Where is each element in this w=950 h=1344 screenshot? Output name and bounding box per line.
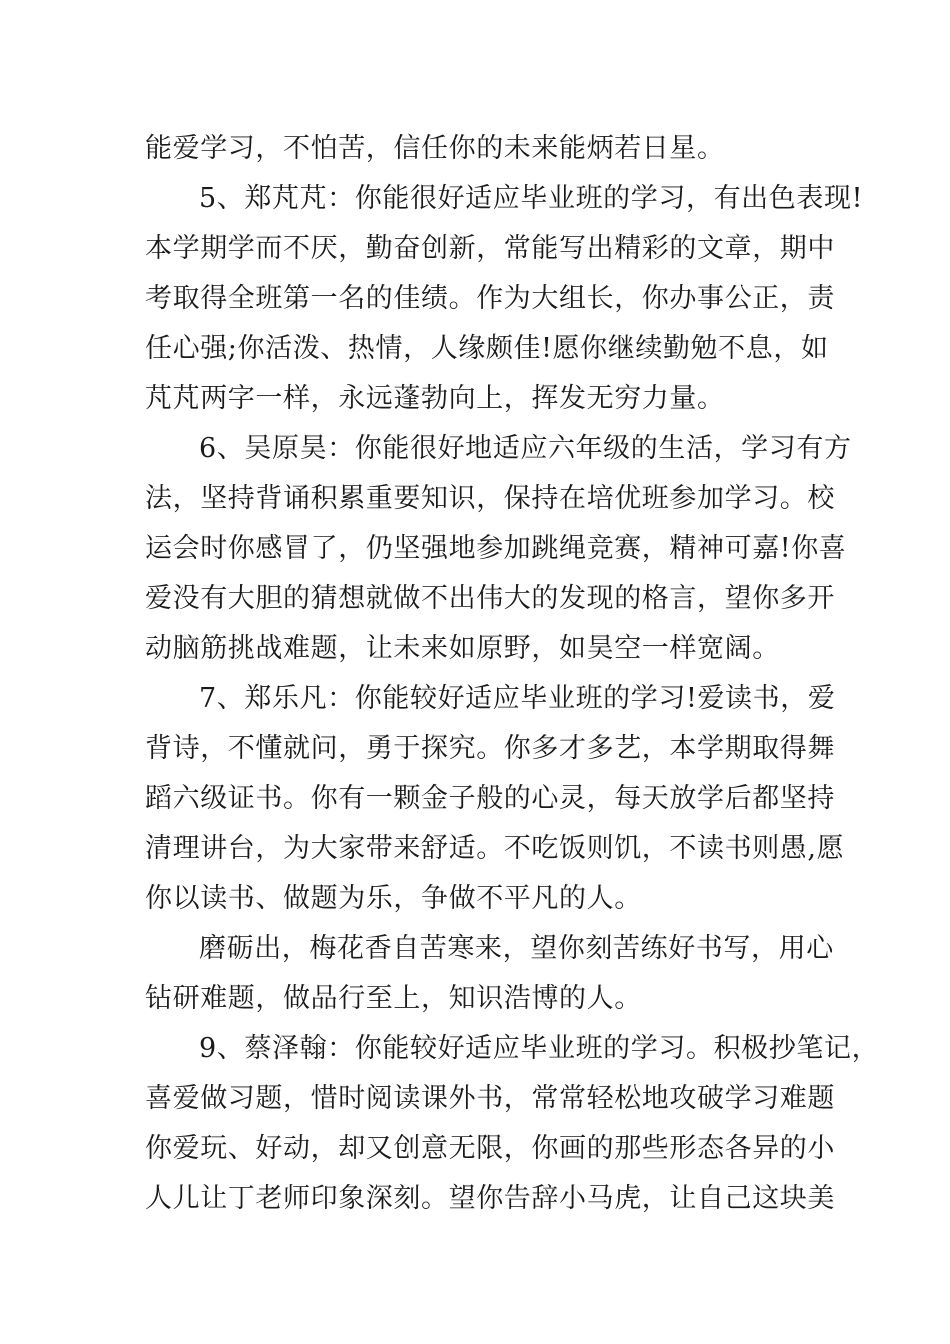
text-line: 蹈六级证书。你有一颗金子般的心灵，每天放学后都坚持 xyxy=(145,783,835,814)
text-line: 任心强;你活泼、热情，人缘颇佳!愿你继续勤勉不息，如 xyxy=(145,333,829,364)
text-line: 考取得全班第一名的佳绩。作为大组长，你办事公正，责 xyxy=(145,283,835,314)
text-line: 人儿让丁老师印象深刻。望你告辞小马虎，让自己这块美 xyxy=(145,1183,835,1214)
paragraph-start-line: 磨砺出，梅花香自苦寒来，望你刻苦练好书写，用心 xyxy=(199,933,834,964)
text-line: 清理讲台，为大家带来舒适。不吃饭则饥，不读书则愚,愿 xyxy=(145,833,845,864)
text-line: 喜爱做习题，惜时阅读课外书，常常轻松地攻破学习难题 xyxy=(145,1083,835,1114)
text-line: 运会时你感冒了，仍坚强地参加跳绳竞赛，精神可嘉!你喜 xyxy=(145,533,847,564)
text-line: 爱没有大胆的猜想就做不出伟大的发现的格言，望你多开 xyxy=(145,583,835,614)
paragraph-start-line: 5、郑芃芃：你能很好适应毕业班的学习，有出色表现! xyxy=(199,183,864,214)
paragraph-start-line: 7、郑乐凡：你能较好适应毕业班的学习!爱读书，爱 xyxy=(199,683,836,714)
text-line: 动脑筋挑战难题，让未来如原野，如昊空一样宽阔。 xyxy=(145,633,780,664)
paragraph-start-line: 6、吴原昊：你能很好地适应六年级的生活，学习有方 xyxy=(199,433,852,464)
text-line: 背诗，不懂就问，勇于探究。你多才多艺，本学期取得舞 xyxy=(145,733,835,764)
text-line: 你爱玩、好动，却又创意无限，你画的那些形态各异的小 xyxy=(145,1133,835,1164)
text-line: 你以读书、做题为乐，争做不平凡的人。 xyxy=(145,883,642,914)
text-line: 芃芃两字一样，永远蓬勃向上，挥发无穷力量。 xyxy=(145,383,725,414)
paragraph-start-line: 9、蔡泽翰：你能较好适应毕业班的学习。积极抄笔记， xyxy=(199,1033,880,1064)
text-line: 能爱学习，不怕苦，信任你的未来能炳若日星。 xyxy=(145,133,725,164)
document-body xyxy=(145,124,880,1224)
text-line: 钻研难题，做品行至上，知识浩博的人。 xyxy=(145,983,642,1014)
text-line: 本学期学而不厌，勤奋创新，常能写出精彩的文章，期中 xyxy=(145,233,835,264)
text-line: 法，坚持背诵积累重要知识，保持在培优班参加学习。校 xyxy=(145,483,835,514)
